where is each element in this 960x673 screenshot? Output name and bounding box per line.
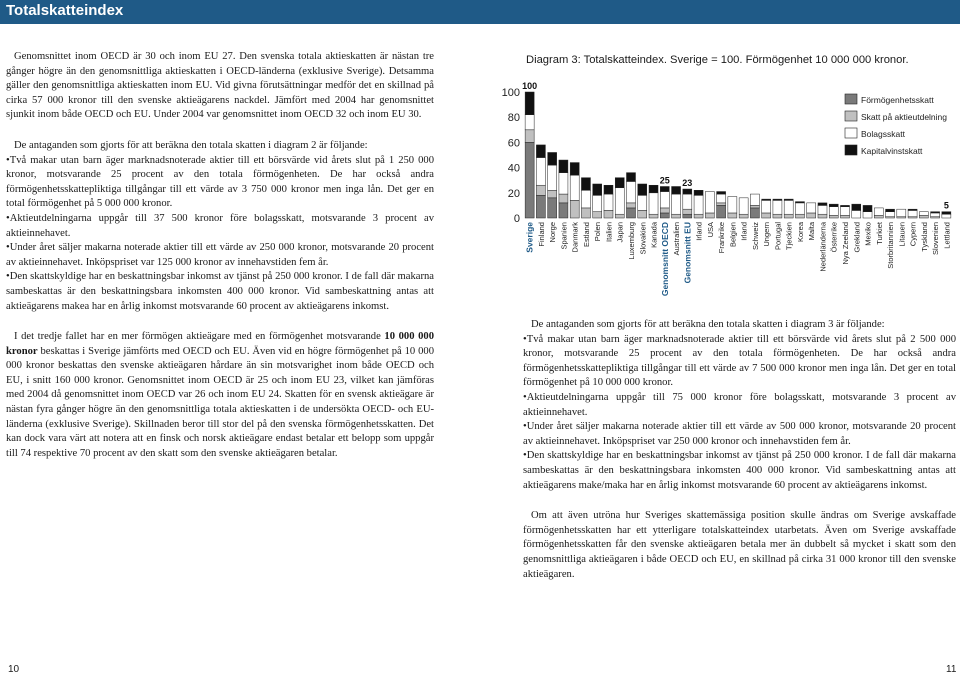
assumption-bullet: • Två makar utan barn äger marknadsnoterade aktier till ett börsvärde vid årets slut på 1 250 000 kronor, motsvarande 25 procent av den totala förmögenheten. De har också andra förmögenhetsskattepliktiga tillgångar till ett värde av 3 750 000 kronor men inga lån. Det ger en total förmögenhet på 5 000 000 kronor. (6, 154, 434, 212)
bar-segment (750, 194, 759, 205)
bar-segment (852, 204, 861, 210)
bar-segment (626, 181, 635, 202)
bar-segment (559, 194, 568, 203)
chart-svg (500, 78, 960, 310)
category-label: Polen (593, 222, 603, 242)
bar-segment (852, 210, 861, 218)
bar-segment (548, 165, 557, 190)
category-label: Malta (807, 222, 817, 241)
bar-segment (840, 205, 849, 206)
bar-segment (784, 214, 793, 218)
legend-swatch (845, 94, 857, 104)
bar-segment (784, 200, 793, 214)
y-tick-label: 100 (501, 87, 520, 99)
bar-segment (672, 214, 681, 218)
category-label: Korea (795, 222, 805, 243)
assumption-bullet: • Under året säljer makarna noterade aktier till ett värde av 250 000 kronor, motsvarande 20 procent av aktieinnehavet. Inköpspriset var 125 000 kronor av innehavstiden fem år. (6, 241, 434, 270)
bar-segment (919, 212, 928, 216)
bar-segment (931, 213, 940, 217)
bar-segment (672, 187, 681, 195)
diagram-title: Diagram 3: Totalskatteindex. Sverige = 100. Förmögenhet 10 000 000 kronor. (526, 54, 909, 66)
bar-segment (626, 208, 635, 218)
bar-segment (672, 194, 681, 214)
bar-segment (818, 205, 827, 214)
bar-segment (886, 209, 895, 212)
page-title: Totalskatteindex (6, 2, 124, 19)
bar-segment (581, 208, 590, 218)
category-label: Litauen (897, 222, 907, 247)
category-label: Sverige (524, 222, 535, 253)
category-label: Estland (581, 222, 591, 248)
bar-segment (570, 163, 579, 176)
bar-segment (581, 178, 590, 191)
bar-segment (739, 214, 748, 218)
category-label: Slovakien (638, 222, 648, 255)
bar-segment (795, 202, 804, 203)
assumption-bullet: • Den skattskyldige har en beskattningsbar inkomst av tjänst på 250 000 kronor. I de fall där makarna sambeskattas är den beskattningsbara inkomsten 400 000 kronor. Vid sambeskattning antas att aktieägarens make/maka har en årlig inkomst motsvarande 60 procent av aktieägarens inkomst. (523, 449, 956, 493)
paragraph-text: beskattas i Sverige jämförts med OECD och EU. Även vid en högre förmögenhet på 10 000 000 kronor beskattas den svenske aktieägaren hårdare än sin motsvarighet inom både OECD och EU, i snitt 160 000 kronor. Genomsnittet inom OECD är 25 och inom EU 23, vilket kan jämföras med 2004 då genomsnittet inom OECD var 26 och inom EU 24. Skatten för en svensk aktieägare är nästan fyra gånger högre än den genomsnittliga totala aktieskatten i de undersökta OECD- och EU-länderna (exklusive Sverige). Skillnaden beror till stor del på den svenska förmögenhetsskatten. Det kan dock vara värt att notera att en finsk och norsk aktieägare endast betalar ett belopp som uppgår till 74 respektive 70 procent av den skatt som den svenske aktieägaren betalar. (6, 345, 434, 459)
category-label: Nya Zeeland (841, 222, 850, 265)
data-label: 100 (522, 81, 538, 91)
bar-segment (705, 213, 714, 218)
bar-segment (717, 192, 726, 195)
bar-segment (897, 209, 906, 217)
bar-segment (660, 192, 669, 208)
legend-label: Bolagsskatt (861, 129, 905, 139)
bar-segment (615, 214, 624, 218)
category-label: Australien (672, 222, 682, 256)
y-tick-label: 0 (513, 213, 520, 225)
bar-segment (683, 194, 692, 209)
category-label: Cypern (908, 222, 918, 247)
bar-segment (829, 215, 838, 218)
left-column (6, 50, 434, 461)
bar-segment (773, 199, 782, 200)
bar-segment (762, 199, 771, 200)
assumptions-intro: De antaganden som gjorts för att beräkna den totala skatten i diagram 3 är följande: (531, 319, 885, 330)
page-header (0, 0, 960, 24)
page-number-left: 10 (8, 664, 20, 673)
bar-segment (795, 203, 804, 214)
bar-segment (919, 215, 928, 218)
category-label: Tjeckien (784, 222, 794, 250)
category-label: Mexiko (863, 222, 873, 246)
bar-segment (874, 208, 883, 216)
bar-segment (728, 213, 737, 218)
bar-segment (807, 213, 816, 218)
stacked-bar-chart (500, 78, 960, 310)
bar-segment (717, 203, 726, 206)
bar-segment (942, 214, 951, 218)
paragraph (6, 330, 434, 461)
bar-segment (773, 214, 782, 218)
bar-segment (559, 173, 568, 194)
bar-segment (570, 200, 579, 218)
bar-segment (818, 214, 827, 218)
bar-segment (773, 200, 782, 214)
legend-swatch (845, 128, 857, 138)
category-label: Ungern (762, 222, 772, 247)
legend-swatch (845, 145, 857, 155)
legend-label: Kapitalvinstskatt (861, 146, 923, 156)
bar-segment (694, 195, 703, 214)
category-label: Tyskland (919, 222, 929, 252)
category-label: Irland (739, 222, 749, 241)
bar-segment (581, 190, 590, 208)
category-label: Finland (536, 222, 546, 247)
bar-segment (863, 212, 872, 218)
bold-amount: 10 000 000 kronor (6, 331, 435, 357)
bar-segment (548, 152, 557, 165)
bar-segment (525, 130, 534, 143)
bar-segment (638, 210, 647, 218)
bar-segment (548, 190, 557, 198)
assumption-bullet: • Aktieutdelningarna uppgår till 37 500 kronor före bolagsskatt, motsvarande 3 procent av aktieinnehavet. (6, 212, 434, 241)
data-label: 25 (659, 175, 670, 186)
category-label: Kanada (649, 222, 659, 248)
bar-segment (705, 192, 714, 213)
category-label: Norge (548, 222, 558, 243)
bar-segment (604, 210, 613, 218)
bar-segment (908, 210, 917, 216)
legend-label: Skatt på aktieutdelning (861, 112, 948, 122)
category-label: Genomsnitt OECD (659, 222, 670, 297)
bar-segment (762, 200, 771, 213)
bar-segment (649, 185, 658, 193)
bar-segment (593, 212, 602, 218)
bar-segment (829, 207, 838, 216)
bar-segment (626, 173, 635, 182)
category-label: Belgien (728, 222, 738, 248)
bar-segment (750, 208, 759, 218)
category-label: Storbritannien (886, 222, 896, 269)
bar-segment (942, 212, 951, 215)
bar-segment (762, 213, 771, 218)
bar-segment (638, 195, 647, 210)
category-label: Spanien (559, 222, 569, 250)
bar-segment (604, 194, 613, 210)
category-label: Turkiet (874, 222, 884, 245)
assumptions-intro: De antaganden som gjorts för att beräkna den totala skatten i diagram 2 är följande: (14, 139, 368, 151)
bar-segment (795, 214, 804, 218)
category-label: Nederländerna (818, 222, 828, 272)
assumption-bullet: • Den skattskyldige har en beskattningsbar inkomst av tjänst på 250 000 kronor. I de fall där makarna sambeskattas är den beskattningsbara inkomsten 400 000 kronor. Vid sambeskattning antas att aktieägarens makea har en årlig inkomst motsvarande 60 procent av aktieägarens inkomst. (6, 270, 434, 314)
y-tick-label: 60 (507, 137, 520, 150)
bar-segment (683, 209, 692, 214)
bar-segment (536, 158, 545, 186)
bar-segment (886, 212, 895, 217)
paragraph: Om att även utröna hur Sveriges skattemässiga position skulle ändras om Sverige avskaffade förmögenhetsskatten har ett ytterligare totalskatteindex utarbetats. Även om Sverige avskaffade förmögenhetsskatten får den svenske aktieägaren betala mer än dubbelt så mycket i skatt som den genomsnittliga aktieägaren i både OECD och EU, en skillnad på cirka 31 000 kronor till den svenske aktieägaren. (523, 510, 956, 580)
category-label: Portugal (773, 222, 783, 250)
page-number-right: 11 (946, 664, 957, 673)
bar-segment (536, 185, 545, 195)
bar-segment (818, 203, 827, 206)
category-label: Genomsnitt EU (682, 222, 693, 284)
bar-segment (593, 195, 602, 211)
bar-segment (717, 194, 726, 203)
y-tick-label: 80 (507, 112, 520, 125)
bar-segment (548, 198, 557, 218)
right-column (523, 318, 956, 582)
assumption-bullet: • Under året säljer makarna noterade aktier till ett värde av 500 000 kronor, motsvarande 20 procent av aktieinnehavet. Inköpspriset var 250 000 kronor och innehavstiden fem år. (523, 420, 956, 449)
bar-segment (615, 178, 624, 188)
bar-segment (559, 203, 568, 218)
bar-segment (840, 215, 849, 218)
bar-segment (649, 214, 658, 218)
bar-segment (863, 205, 872, 211)
bar-segment (750, 205, 759, 208)
bar-segment (525, 142, 534, 218)
bar-segment (840, 207, 849, 216)
assumption-bullet: • Två makar utan barn äger marknadsnoterade aktier till ett börsvärde vid årets slut på 2 500 000 kronor, motsvarande 25 procent av den totala förmögenheten. De har också andra förmögenhetsskattepliktiga tillgångar till ett värde av 7 500 000 kronor men inga lån. Det ger en total förmögenhet på 10 000 000 kronor. (523, 333, 956, 391)
bar-segment (660, 213, 669, 218)
bar-segment (525, 92, 534, 115)
bar-segment (649, 193, 658, 214)
data-label: 5 (943, 200, 949, 211)
category-label: Frankrike (717, 222, 727, 254)
bar-segment (784, 199, 793, 200)
category-label: Grekland (852, 222, 862, 253)
bar-segment (615, 188, 624, 214)
bar-segment (717, 205, 726, 218)
category-label: Lettland (942, 222, 952, 249)
category-label: Irland (694, 222, 704, 241)
y-tick-label: 20 (507, 187, 520, 200)
bar-segment (829, 204, 838, 207)
bar-segment (660, 187, 669, 192)
bar-segment (570, 175, 579, 200)
y-tick-label: 40 (507, 162, 520, 175)
category-label: Slovenien (931, 222, 941, 255)
bar-segment (638, 184, 647, 195)
data-label: 23 (682, 178, 693, 189)
paragraph-text: I det tredje fallet har en mer förmögen aktieägare med en förmögenhet motsvarande (14, 331, 385, 343)
bar-segment (694, 214, 703, 218)
bar-segment (739, 198, 748, 214)
category-label: Italien (604, 222, 614, 243)
bar-segment (683, 214, 692, 218)
legend-label: Förmögenhetsskatt (861, 95, 934, 105)
bar-segment (683, 189, 692, 194)
bar-segment (604, 185, 613, 194)
bar-segment (807, 203, 816, 213)
bar-segment (728, 197, 737, 213)
bar-segment (536, 145, 545, 158)
bar-segment (536, 195, 545, 218)
bar-segment (874, 215, 883, 218)
bar-segment (525, 115, 534, 130)
category-label: Schweiz (750, 222, 760, 250)
assumption-bullet: • Aktieutdelningarna uppgår till 75 000 kronor före bolagsskatt, motsvarande 3 procent av aktieinnehavet. (523, 391, 956, 420)
category-label: Japan (615, 222, 625, 243)
bar-segment (593, 184, 602, 195)
category-label: USA (705, 222, 715, 238)
bar-segment (626, 203, 635, 208)
category-label: Luxemburg (627, 222, 636, 260)
category-label: Österrike (829, 222, 839, 253)
bar-segment (660, 208, 669, 213)
paragraph: Genomsnittet inom OECD är 30 och inom EU 27. Den svenska totala aktieskatten är nästan tre gånger högre än den genomsnittliga aktieskatten i OECD-länderna (exklusive Sverige). Detsamma gäller den genomsnittliga aktieskatten inom EU. Vid givna förutsättningar medför det en skillnad på cirka 57 000 kronor till den svenske aktieägarens nackdel. Jämfört med 2004 har genomsnittet sjunkit inom både OECD och EU. Under 2004 var genomsnittet inom OECD 32 och inom EU 30. (6, 51, 434, 121)
bar-segment (931, 212, 940, 213)
bar-segment (559, 160, 568, 173)
legend-swatch (845, 111, 857, 121)
bar-segment (908, 209, 917, 210)
bar-segment (694, 190, 703, 195)
category-label: Danmark (570, 222, 580, 253)
